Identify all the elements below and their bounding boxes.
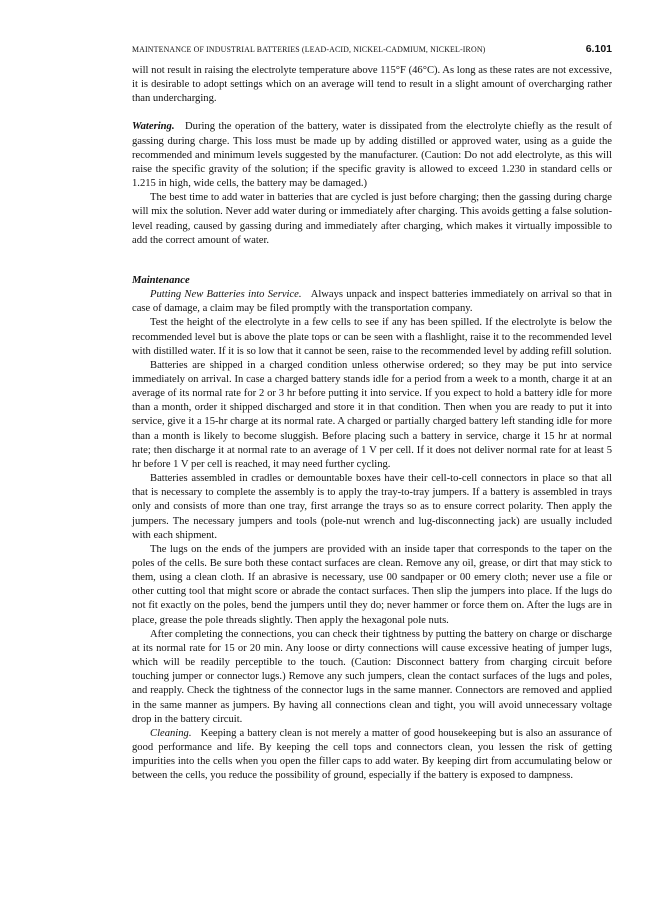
paragraph-watering-timing: The best time to add water in batteries that are cycled is just before charging; then the gassing during charge will mix the solution. Never add water during or immediately after charging. This avoids getting a false solution-level reading, caused by gassing during and immediately after charging, which makes it virtually impossible to add the correct amount of water. bbox=[132, 192, 612, 246]
watering-run-in-heading: Watering. bbox=[132, 121, 175, 133]
running-title: MAINTENANCE OF INDUSTRIAL BATTERIES (LEAD-ACID, NICKEL-CADMIUM, NICKEL-IRON) bbox=[132, 45, 486, 54]
paragraph-cleaning bbox=[132, 727, 612, 784]
paragraph-new-batteries bbox=[132, 288, 612, 316]
new-batteries-heading: Putting New Batteries into Service. bbox=[150, 289, 302, 301]
page-number: 6.101 bbox=[585, 43, 612, 55]
paragraph-connection-check: After completing the connections, you can check their tightness by putting the battery on charge or discharge at its normal rate for 15 or 20 min. Any loose or dirty connections will cause excessive heating of jumper lugs, which will be readily perceptible to the touch. (Caution: Disconnect battery from charging circuit before touching jumper or connector lugs.) Remove any such jumpers, clean the contact surfaces of the lugs and poles, and reapply. Check the tightness of the connector lugs in the same manner. Connectors are removed and applied in the same manner as jumpers. By having all connections clean and tight, you will avoid unnecessary voltage drop in the battery circuit. bbox=[132, 628, 612, 725]
page-header bbox=[132, 43, 612, 55]
paragraph-watering bbox=[132, 120, 612, 191]
paragraph-cradles: Batteries assembled in cradles or demountable boxes have their cell-to-cell connectors in place so that all that is necessary to complete the assembly is to apply the tray-to-tray jumpers. If a battery is assembled in trays only and consists of more than one tray, first arrange the trays so as to ensure correct polarity. Then apply the jumpers. The necessary jumpers and tools (pole-nut wrench and lug-disconnecting jack) are usually included with each shipment. bbox=[132, 473, 612, 541]
body-text bbox=[132, 64, 612, 784]
cleaning-heading: Cleaning. bbox=[150, 727, 192, 739]
paragraph-charging-rates: will not result in raising the electrolyte temperature above 115°F (46°C). As long as these rates are not excessive, it is desirable to adopt settings which on an average will tend to result in a slight amount of overcharging rather than undercharging. bbox=[132, 65, 612, 105]
paragraph-electrolyte-test: Test the height of the electrolyte in a few cells to see if any has been spilled. If the electrolyte is below the recommended level but is above the plate tops or can be seen with a flashlight, raise it to the recommended level with distilled water. If it is so low that it cannot be seen, raise to the recommended level by adding refill solution. bbox=[132, 317, 612, 357]
paragraph-charged-shipping: Batteries are shipped in a charged condition unless otherwise ordered; so they may be put into service immediately on arrival. In case a charged battery stands idle for a period from a week to a month, charge it at an average of its normal rate for 2 or 3 hr before putting it into service. If you expect to hold a battery idle for more than a month, order it shipped discharged and store it in that condition. Then when you are ready to put it into service, give it a 15-hr charge at its normal rate. A charged or partially charged battery left standing idle for more than a month is likely to become sluggish. Before placing such a battery in service, charge it 15 hr at normal rate; then discharge it at normal rate to an average of 1 V per cell. If it does not deliver normal rate for at least 5 hr before 1 V per cell is reached, it may need further cycling. bbox=[132, 359, 612, 470]
watering-text: During the operation of the battery, water is dissipated from the electrolyte chiefly as the result of gassing during charge. This loss must be made up by adding distilled or approved water, using as a guide the recommended and minimum levels suggested by the manufacturer. (Caution: Do not add electrolyte, as this will raise the specific gravity of the solution; if the specific gravity is allowed to exceed 1.230 in standard cells or 1.215 in high, wide cells, the battery may be damaged.) bbox=[132, 121, 612, 190]
new-batteries-text: Always unpack and inspect batteries immediately on arrival so that in case of damage, a claim may be filed promptly with the transportation company. bbox=[132, 289, 612, 315]
maintenance-heading: Maintenance bbox=[132, 274, 190, 286]
paragraph-jumper-lugs: The lugs on the ends of the jumpers are provided with an inside taper that corresponds to the taper on the poles of the cells. Be sure both these contact surfaces are clean. Remove any oil, grease, or dirt that may stick to them, using a clean cloth. If an abrasive is necessary, use 00 sandpaper or 00 emery cloth; never use a file or other cutting tool that might score or abrade the contact surfaces. Then slip the jumpers into place. If the lugs do not fit exactly on the poles, bend the jumpers until they do; never hammer or force them on. After the lugs are in place, grease the pole threads slightly. Then apply the hexagonal pole nuts. bbox=[132, 543, 612, 626]
cleaning-text: Keeping a battery clean is not merely a matter of good housekeeping but is also an assurance of good performance and life. By keeping the cell tops and connectors clean, you lessen the risk of getting impurities into the cells when you open the filler caps to add water. By keeping dirt from accumulating below or between the cells, you reduce the possibility of ground, especially if the battery is exposed to dampness. bbox=[132, 727, 613, 782]
